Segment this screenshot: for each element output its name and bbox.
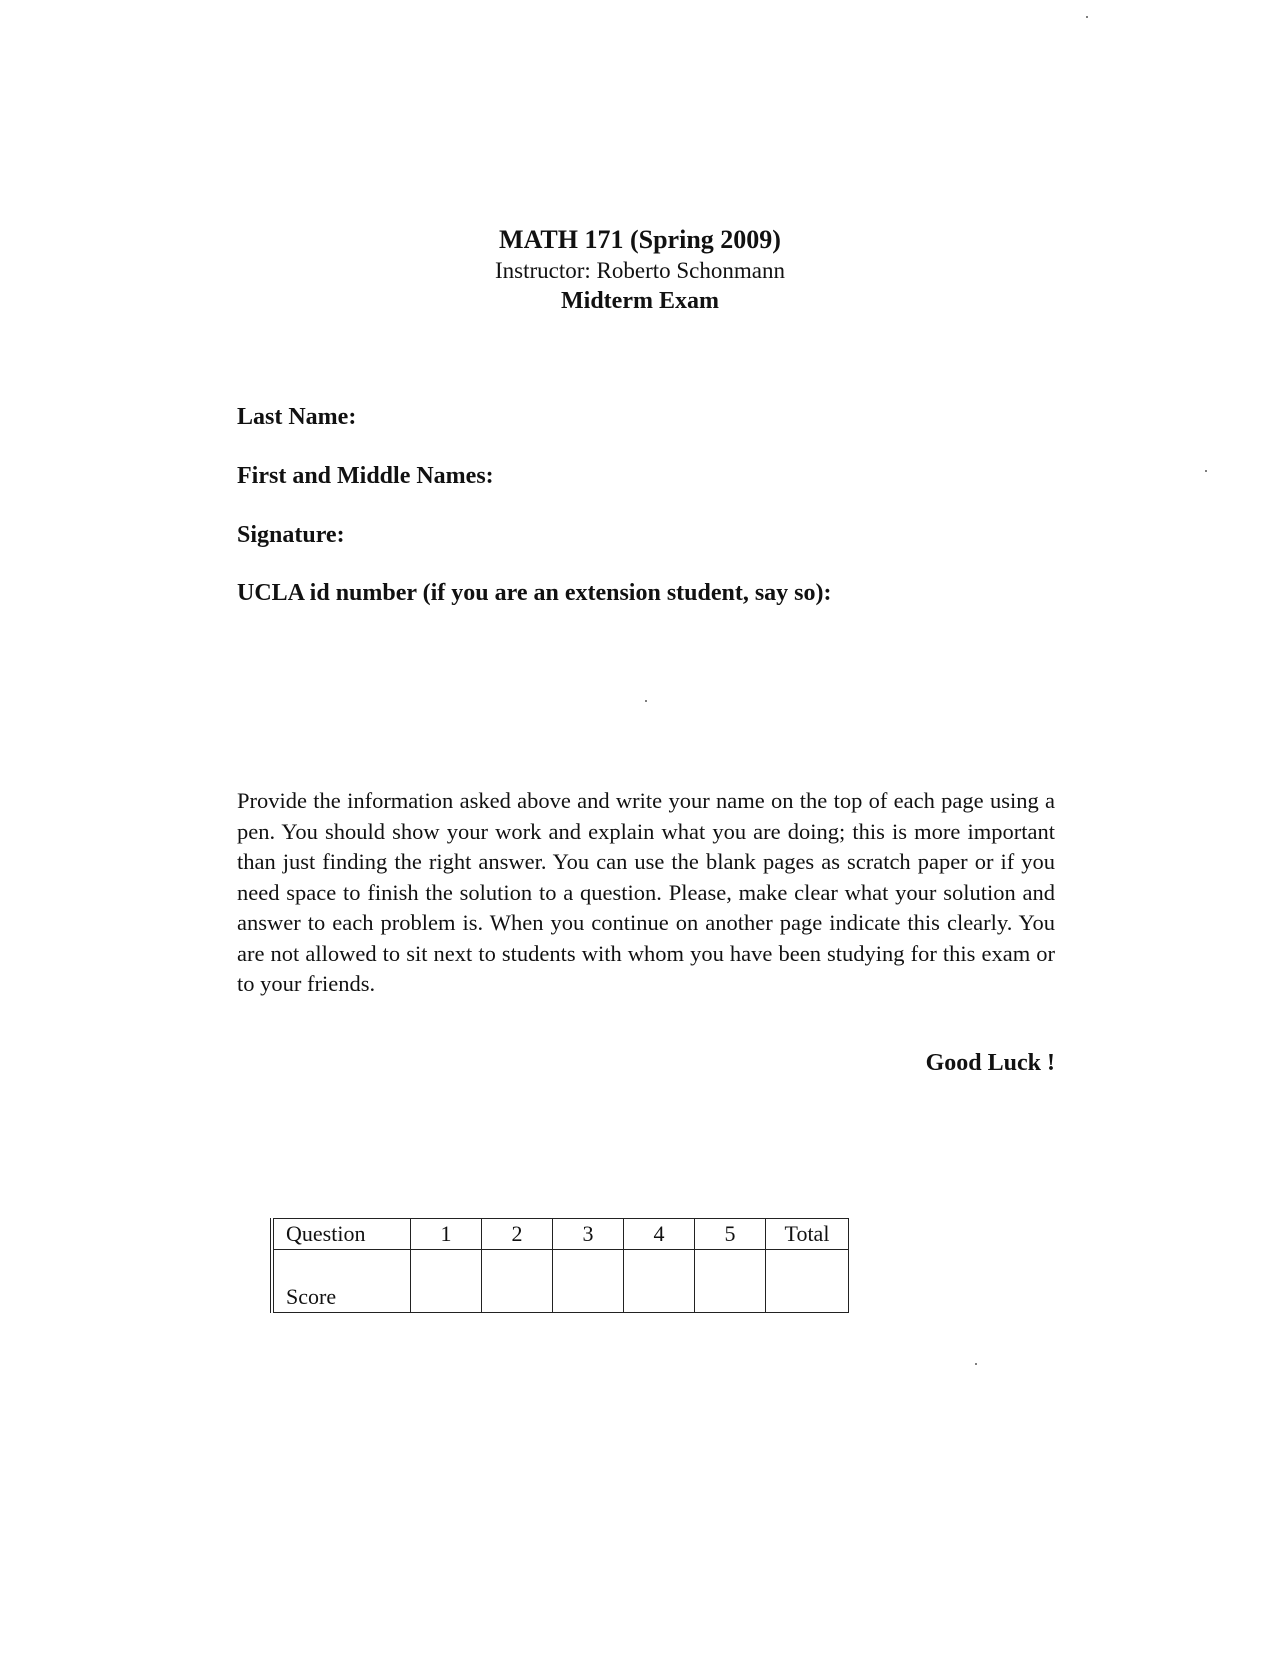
question-label: Question [272, 1219, 411, 1250]
instructor-name: Instructor: Roberto Schonmann [494, 258, 785, 283]
total-label: Total [766, 1219, 849, 1250]
score-table [270, 1218, 849, 1313]
scan-speck [645, 700, 647, 702]
question-number: 4 [624, 1219, 695, 1250]
score-label: Score [272, 1250, 411, 1313]
scan-speck [1205, 470, 1207, 472]
question-number: 3 [553, 1219, 624, 1250]
exam-instructions: Provide the information asked above and write your name on the top of each page using a pen. You should show your work and explain what you are doing; this is more important than just finding the right answer. You can use the blank pages as scratch paper or if you need space to finish the solution to a question. Please, make clear what your solution and answer to each problem is. When you continue on another page indicate this clearly. You are not allowed to sit next to students with whom you have been studying for this exam or to your friends. [237, 788, 1055, 996]
question-number: 2 [482, 1219, 553, 1250]
score-cell [553, 1250, 624, 1313]
question-row [272, 1219, 849, 1250]
score-cell [411, 1250, 482, 1313]
ucla-id-label: UCLA id number (if you are an extension student, say so): [237, 580, 832, 606]
good-luck-text: Good Luck ! [925, 1050, 1055, 1076]
signature-label: Signature: [237, 522, 345, 548]
first-middle-names-label: First and Middle Names: [237, 463, 494, 489]
exam-header [0, 224, 1280, 316]
score-row [272, 1250, 849, 1313]
question-number: 1 [411, 1219, 482, 1250]
exam-title: Midterm Exam [561, 288, 719, 314]
total-score-cell [766, 1250, 849, 1313]
score-cell [624, 1250, 695, 1313]
score-cell [482, 1250, 553, 1313]
last-name-label: Last Name: [237, 404, 357, 430]
score-cell [695, 1250, 766, 1313]
scan-speck [975, 1363, 977, 1365]
course-title: MATH 171 (Spring 2009) [499, 225, 781, 254]
scan-speck [1086, 16, 1088, 18]
question-number: 5 [695, 1219, 766, 1250]
